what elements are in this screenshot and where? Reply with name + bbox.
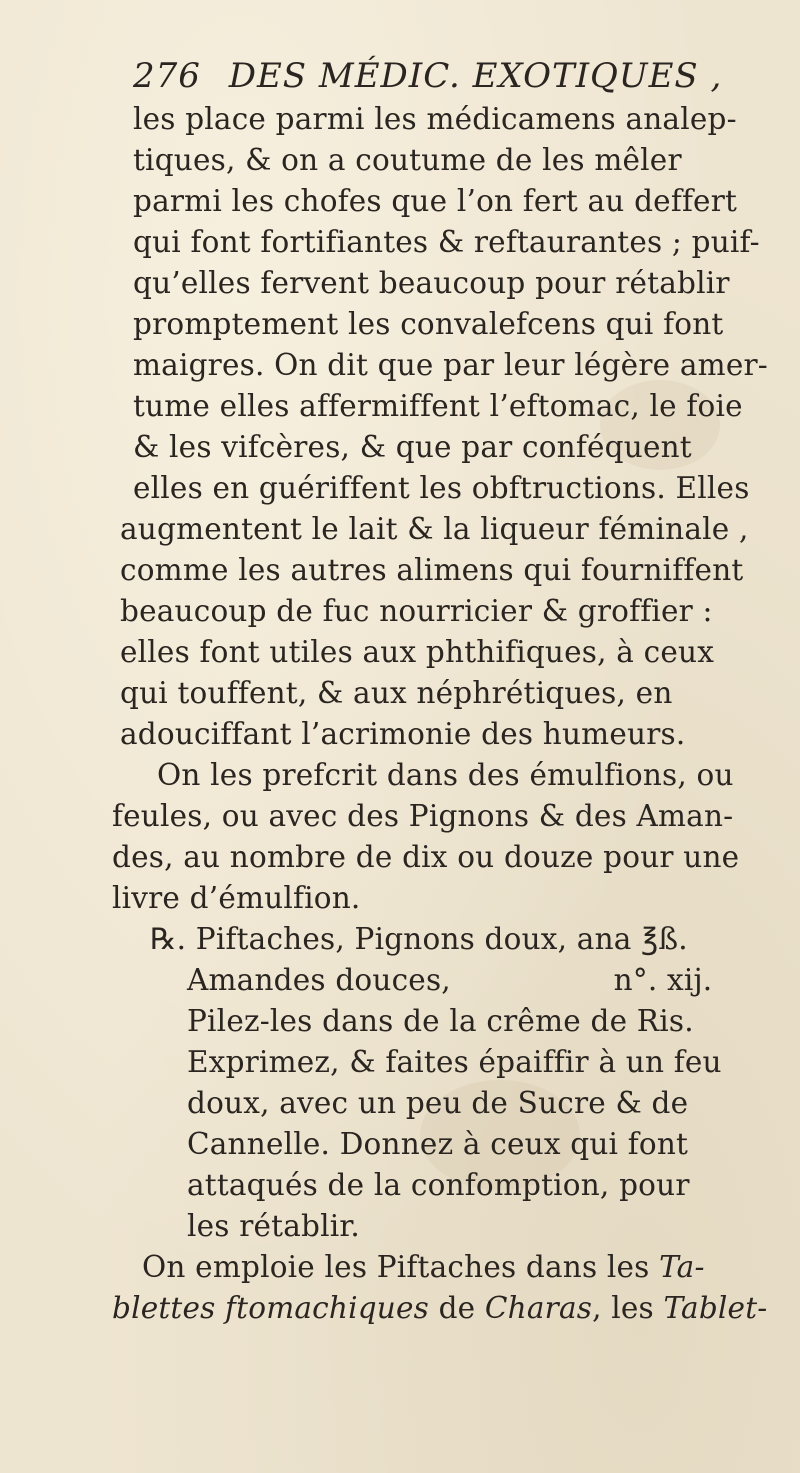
text-span: On emploie les Piftaches dans les [142,1250,650,1284]
text-line: maigres. On dit que par leur légère amer- [133,348,768,382]
text-line [112,1288,767,1329]
text-line: adouciffant l’acrimonie des humeurs. [120,717,686,751]
text-line: augmentent le lait & la liqueur féminale , [120,512,749,546]
page-header [133,56,773,100]
text-line: livre d’émulfion. [112,881,361,915]
text-span: , les [592,1291,664,1325]
text-line: & les vifcères, & que par conféquent [133,430,692,464]
recipe-line: Cannelle. Donnez à ceux qui font [187,1127,689,1161]
text-line: On les prefcrit dans des émulfions, ou [157,758,734,792]
running-head: DES MÉDIC. EXOTIQUES , [228,56,723,96]
text-line: qui touffent, & aux néphrétiques, en [120,676,673,710]
text-line: qui font fortifiantes & reftaurantes ; puif- [133,225,760,259]
text-line: beaucoup de fuc nourricier & groffier : [120,594,713,628]
recipe-line: attaqués de la confomption, pour [187,1168,690,1202]
text-line: elles en guériffent les obftructions. Elles [133,471,750,505]
italic-span: blettes ftomachiques [112,1291,429,1325]
text-line: qu’elles fervent beaucoup pour rétablir [133,266,730,300]
recipe-line: Pilez-les dans de la crême de Ris. [187,1004,694,1038]
text-line: tume elles affermiffent l’eftomac, le foie [133,389,743,423]
recipe-line: ℞. Piftaches, Pignons doux, ana ℥ß. [150,922,688,956]
text-line: tiques, & on a coutume de les mêler [133,143,682,177]
text-span: de [429,1291,485,1325]
recipe-line: Exprimez, & faites épaiffir à un feu [187,1045,722,1079]
text-line: comme les autres alimens qui fourniffent [120,553,744,587]
text-line: les place parmi les médicamens analep- [133,102,737,136]
italic-span: Ta- [659,1250,705,1284]
page-number: 276 [133,56,201,96]
text-line [142,1247,705,1288]
italic-span: Tablet- [663,1291,768,1325]
recipe-line: doux, avec un peu de Sucre & de [187,1086,689,1120]
text-line: promptement les convalefcens qui font [133,307,724,341]
recipe-line: les rétablir. [187,1209,361,1243]
text-line: elles font utiles aux phthifiques, à ceux [120,635,715,669]
recipe-line: Amandes douces, n°. xij. [187,963,713,997]
text-line: parmi les chofes que l’on fert au deffert [133,184,738,218]
italic-span: Charas [484,1291,593,1325]
text-line: feules, ou avec des Pignons & des Aman- [112,799,734,833]
text-line: des, au nombre de dix ou douze pour une [112,840,740,874]
